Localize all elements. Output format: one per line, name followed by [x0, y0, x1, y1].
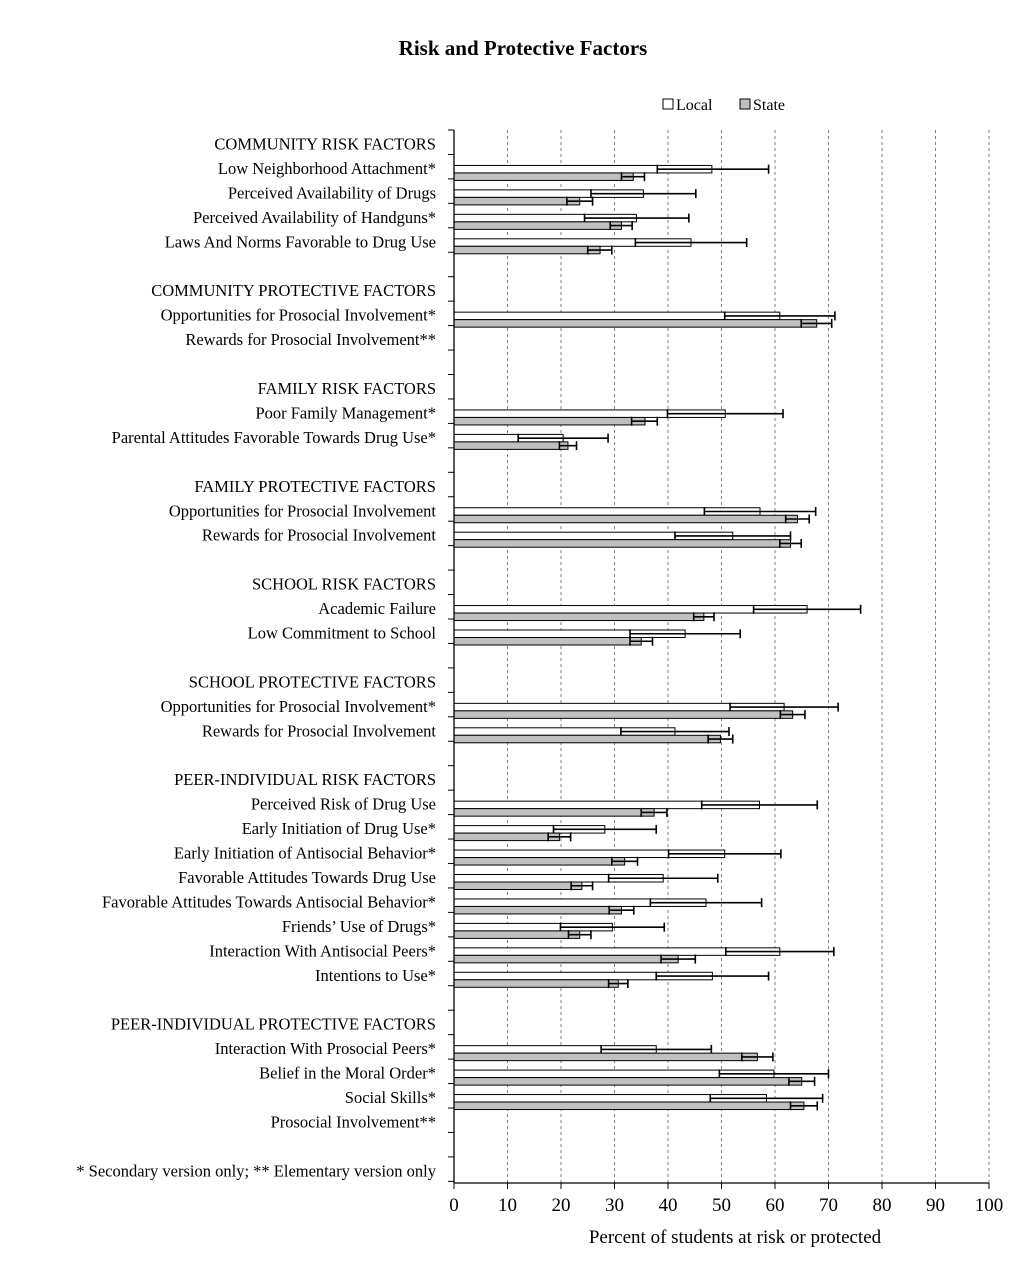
category-label: Academic Failure: [318, 599, 436, 619]
bar-state: [454, 638, 641, 646]
category-label: Interaction With Prosocial Peers*: [214, 1039, 436, 1059]
category-labels: [76, 135, 436, 1181]
category-label: Parental Attitudes Favorable Towards Drug Use*: [111, 427, 436, 447]
category-label: Opportunities for Prosocial Involvement*: [160, 305, 436, 325]
category-label: Perceived Availability of Handguns*: [192, 207, 436, 227]
section-header: FAMILY PROTECTIVE FACTORS: [194, 476, 436, 496]
legend: [663, 97, 785, 114]
bar-state: [454, 246, 600, 254]
bar-state: [454, 809, 654, 817]
section-header: FAMILY RISK FACTORS: [257, 379, 436, 398]
x-tick-label: 40: [658, 1195, 678, 1216]
legend-swatch-local: [663, 99, 673, 109]
section-header: * Secondary version only; ** Elementary version only: [76, 1161, 436, 1181]
bar-state: [454, 515, 797, 523]
x-tick-label: 0: [449, 1195, 459, 1216]
bar-state: [454, 858, 625, 866]
bar-state: [454, 1102, 804, 1110]
section-header: PEER-INDIVIDUAL RISK FACTORS: [174, 770, 436, 790]
x-axis-title: Percent of students at risk or protected: [588, 1227, 882, 1248]
category-label: Interaction With Antisocial Peers*: [209, 941, 436, 961]
bar-state: [454, 197, 580, 205]
category-label: Friends’ Use of Drugs*: [281, 916, 436, 936]
section-header: COMMUNITY RISK FACTORS: [214, 134, 436, 154]
category-label: Early Initiation of Antisocial Behavior*: [173, 843, 436, 863]
bar-state: [454, 173, 633, 181]
category-label: Early Initiation of Drug Use*: [241, 819, 436, 839]
bars: [454, 165, 861, 1111]
category-label: Opportunities for Prosocial Involvement*: [160, 696, 436, 716]
category-label: Opportunities for Prosocial Involvement: [168, 501, 436, 521]
section-header: SCHOOL RISK FACTORS: [252, 574, 436, 594]
x-tick-label: 10: [498, 1195, 517, 1216]
bar-state: [454, 222, 621, 230]
category-label: Low Neighborhood Attachment*: [217, 158, 436, 178]
gridlines: [508, 130, 990, 1183]
bar-state: [454, 1053, 757, 1061]
legend-label-local: Local: [676, 97, 713, 114]
category-label: Social Skills*: [344, 1088, 436, 1108]
x-tick-label: 90: [926, 1195, 945, 1216]
bar-state: [454, 540, 791, 548]
x-tick-label: 30: [605, 1195, 624, 1216]
category-label: Laws And Norms Favorable to Drug Use: [164, 232, 436, 252]
section-header: COMMUNITY PROTECTIVE FACTORS: [151, 281, 436, 301]
x-tick-label: 100: [974, 1195, 1004, 1216]
bar-state: [454, 442, 568, 450]
bar-state: [454, 833, 559, 841]
x-tick-label: 70: [819, 1195, 838, 1216]
category-label: Perceived Risk of Drug Use: [250, 794, 436, 814]
x-tick-label: 20: [551, 1195, 571, 1216]
category-label: Belief in the Moral Order*: [259, 1063, 436, 1083]
category-label: Favorable Attitudes Towards Antisocial Behavior*: [102, 892, 436, 912]
category-label: Poor Family Management*: [255, 403, 436, 423]
category-label: Rewards for Prosocial Involvement: [201, 721, 436, 741]
x-tick-label: 80: [872, 1195, 892, 1216]
bar-state: [454, 955, 678, 963]
bar-state: [454, 931, 580, 939]
category-label: Rewards for Prosocial Involvement**: [185, 330, 436, 350]
category-label: Intentions to Use*: [315, 965, 436, 985]
bar-state: [454, 613, 704, 621]
x-tick-labels: [449, 1195, 1003, 1216]
bar-state: [454, 882, 582, 890]
section-header: SCHOOL PROTECTIVE FACTORS: [188, 672, 436, 692]
category-label: Low Commitment to School: [247, 623, 436, 643]
axes: [448, 130, 989, 1189]
category-label: Prosocial Involvement**: [270, 1112, 436, 1132]
bar-state: [454, 1078, 802, 1086]
category-label: Perceived Availability of Drugs: [227, 183, 436, 203]
legend-label-state: State: [753, 97, 785, 114]
bar-state: [454, 711, 793, 719]
x-tick-label: 60: [765, 1195, 785, 1216]
bar-state: [454, 417, 645, 425]
section-header: PEER-INDIVIDUAL PROTECTIVE FACTORS: [110, 1014, 436, 1034]
x-tick-label: 50: [712, 1195, 731, 1216]
bar-state: [454, 980, 618, 988]
category-label: Rewards for Prosocial Involvement: [201, 525, 436, 545]
bar-state: [454, 906, 621, 914]
bar-state: [454, 735, 720, 743]
chart-title: Risk and Protective Factors: [398, 36, 648, 60]
bar-state: [454, 320, 817, 328]
category-label: Favorable Attitudes Towards Drug Use: [178, 868, 436, 887]
legend-swatch-state: [740, 99, 750, 109]
